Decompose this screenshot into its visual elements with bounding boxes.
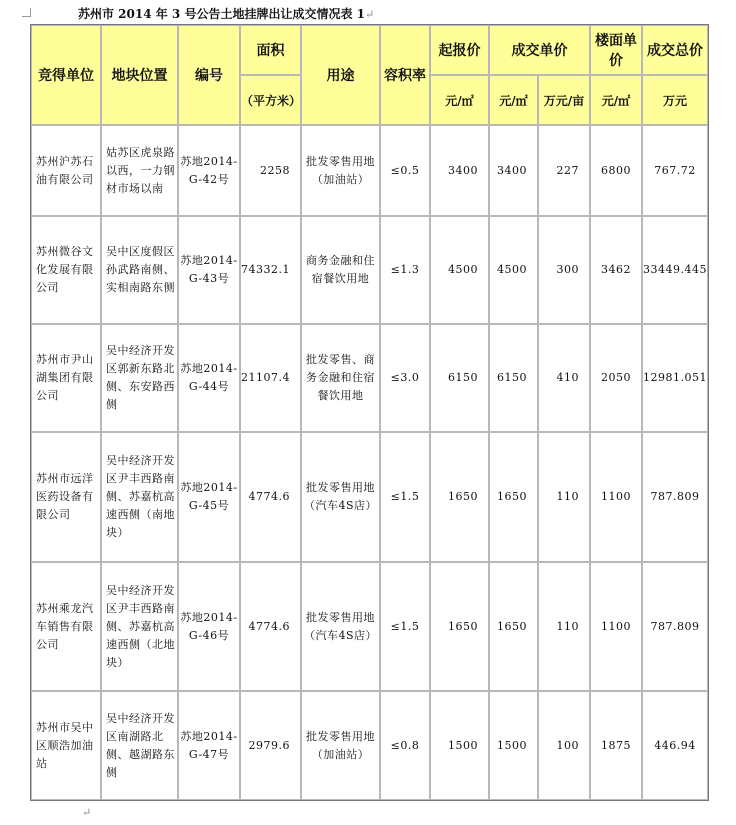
deal-mu-cell [538, 562, 590, 691]
total-cell [642, 691, 708, 800]
total-cell-text: 446.94 [654, 738, 696, 752]
use-cell-text: 批发零售用地（汽车4S店） [303, 481, 378, 512]
area-cell-text: 21107.4 [241, 371, 290, 384]
code-cell-text: 苏地2014-G-42号 [180, 154, 238, 186]
far-cell-text: ≤0.8 [390, 738, 420, 752]
deal-price-cell [489, 324, 538, 432]
table-row [31, 324, 708, 432]
location-cell-text: 吴中经济开发区南湖路北侧、越湖路东侧 [106, 711, 175, 779]
area-cell [240, 324, 301, 432]
winner-cell [31, 432, 101, 562]
deal-mu-cell-text: 300 [556, 263, 579, 276]
use-cell [301, 216, 380, 324]
location-cell [101, 562, 178, 691]
deal-price-cell [489, 432, 538, 562]
total-cell [642, 432, 708, 562]
deal-price-cell-text: 6150 [497, 371, 527, 384]
total-cell-text: 767.72 [654, 163, 696, 177]
location-cell [101, 432, 178, 562]
total-cell [642, 324, 708, 432]
floor-price-cell [590, 432, 642, 562]
use-cell-text: 批发零售用地（加油站） [306, 729, 375, 761]
deal-mu-cell [538, 125, 590, 216]
paragraph-mark-icon: ↵ [365, 8, 375, 21]
code-cell-text: 苏地2014-G-43号 [180, 254, 238, 285]
table-row [31, 125, 708, 216]
floor-price-cell-text: 1100 [601, 619, 631, 633]
floor-price-cell-text: 3462 [601, 263, 631, 276]
deal-price-cell-text: 4500 [497, 263, 527, 276]
area-cell-text: 4774.6 [248, 490, 290, 503]
floor-price-cell [590, 562, 642, 691]
far-cell-text: ≤0.5 [390, 163, 420, 177]
deal-price-cell [489, 216, 538, 324]
deal-mu-cell-text: 110 [556, 490, 579, 503]
page-corner-mark [22, 8, 31, 17]
start-price-cell-text: 1650 [448, 619, 478, 633]
use-cell-text: 批发零售、商务金融和住宿餐饮用地 [306, 353, 375, 402]
deal-mu-cell-text: 110 [556, 619, 579, 633]
header-deal-unit-price: 成交单价 [489, 25, 590, 75]
far-cell [380, 216, 430, 324]
floor-price-cell [590, 691, 642, 800]
far-cell-text: ≤3.0 [390, 371, 420, 384]
use-cell [301, 691, 380, 800]
winner-cell-text: 苏州市吴中区顺浩加油站 [36, 720, 94, 770]
header-area: 面积 [240, 25, 301, 75]
start-price-cell [430, 691, 489, 800]
winner-cell-text: 苏州市远洋医药设备有限公司 [36, 472, 94, 521]
deal-mu-cell [538, 216, 590, 324]
location-cell-text: 姑苏区虎泉路以西，一力钢材市场以南 [106, 145, 175, 195]
start-price-cell [430, 216, 489, 324]
total-cell-text: 12981.051 [643, 371, 707, 384]
area-cell-text: 74332.1 [241, 263, 290, 276]
code-cell-text: 苏地2014-G-47号 [180, 729, 238, 761]
use-cell [301, 562, 380, 691]
header-start-price: 起报价 [430, 25, 489, 75]
header-code: 编号 [178, 25, 240, 125]
winner-cell-text: 苏州沪苏石油有限公司 [36, 154, 94, 186]
area-cell-text: 4774.6 [248, 619, 290, 633]
far-cell-text: ≤1.5 [390, 619, 420, 633]
header-floor-price: 楼面单价 [590, 25, 642, 75]
use-cell-text: 批发零售用地（汽车4S店） [303, 610, 378, 642]
far-cell [380, 324, 430, 432]
start-price-cell [430, 562, 489, 691]
title-text: 苏州市 2014 年 3 号公告土地挂牌出让成交情况表 1 [78, 7, 365, 21]
floor-price-cell-text: 1875 [601, 738, 631, 752]
code-cell [178, 432, 240, 562]
use-cell-text: 商务金融和住宿餐饮用地 [306, 254, 375, 285]
table-row [31, 216, 708, 324]
table-row [31, 691, 708, 800]
winner-cell-text: 苏州乘龙汽车销售有限公司 [36, 601, 94, 651]
start-price-cell [430, 432, 489, 562]
winner-cell [31, 324, 101, 432]
location-cell [101, 691, 178, 800]
deal-price-cell-text: 1650 [497, 619, 527, 633]
total-cell [642, 125, 708, 216]
deal-price-cell [489, 562, 538, 691]
code-cell-text: 苏地2014-G-45号 [180, 481, 238, 512]
floor-price-cell-text: 1100 [601, 490, 631, 503]
header-deal-unit-mu: 万元/亩 [538, 75, 590, 125]
paragraph-mark-icon: ↵ [82, 806, 92, 819]
total-cell [642, 562, 708, 691]
deal-price-cell-text: 1500 [497, 738, 527, 752]
land-transaction-table [30, 24, 709, 801]
use-cell-text: 批发零售用地（加油站） [306, 154, 375, 186]
header-floor-unit: 元/㎡ [590, 75, 642, 125]
winner-cell [31, 125, 101, 216]
header-total: 成交总价 [642, 25, 708, 75]
code-cell [178, 125, 240, 216]
header-use: 用途 [301, 25, 380, 125]
area-cell-text: 2258 [260, 163, 290, 177]
floor-price-cell [590, 216, 642, 324]
header-location: 地块位置 [101, 25, 178, 125]
deal-mu-cell [538, 691, 590, 800]
header-row-top [31, 25, 708, 75]
deal-price-cell-text: 1650 [497, 490, 527, 503]
location-cell-text: 吴中经济开发区郭新东路北侧、东安路西侧 [106, 344, 175, 411]
floor-price-cell-text: 6800 [601, 163, 631, 177]
code-cell [178, 691, 240, 800]
start-price-cell-text: 1500 [448, 738, 478, 752]
winner-cell [31, 562, 101, 691]
header-winner: 竞得单位 [31, 25, 101, 125]
winner-cell [31, 216, 101, 324]
code-cell [178, 216, 240, 324]
deal-mu-cell-text: 410 [556, 371, 579, 384]
area-cell [240, 562, 301, 691]
location-cell-text: 吴中经济开发区尹丰西路南侧、苏嘉杭高速西侧（北地块） [106, 583, 175, 669]
start-price-cell-text: 1650 [448, 490, 478, 503]
total-cell [642, 216, 708, 324]
header-area-unit: （平方米） [240, 75, 301, 125]
area-cell [240, 216, 301, 324]
deal-price-cell [489, 691, 538, 800]
header-total-unit: 万元 [642, 75, 708, 125]
header-start-unit: 元/㎡ [430, 75, 489, 125]
code-cell-text: 苏地2014-G-46号 [180, 610, 238, 642]
code-cell-text: 苏地2014-G-44号 [180, 362, 238, 393]
location-cell-text: 吴中区度假区孙武路南侧、实相南路东侧 [106, 245, 175, 294]
total-cell-text: 787.809 [650, 619, 700, 633]
far-cell-text: ≤1.3 [390, 263, 420, 276]
floor-price-cell-text: 2050 [601, 371, 631, 384]
use-cell [301, 432, 380, 562]
code-cell [178, 562, 240, 691]
start-price-cell-text: 6150 [448, 371, 478, 384]
far-cell-text: ≤1.5 [390, 490, 420, 503]
code-cell [178, 324, 240, 432]
location-cell-text: 吴中经济开发区尹丰西路南侧、苏嘉杭高速西侧（南地块） [106, 454, 175, 539]
floor-price-cell [590, 324, 642, 432]
area-cell [240, 432, 301, 562]
deal-mu-cell [538, 432, 590, 562]
area-cell [240, 125, 301, 216]
location-cell [101, 125, 178, 216]
far-cell [380, 562, 430, 691]
start-price-cell [430, 324, 489, 432]
floor-price-cell [590, 125, 642, 216]
deal-mu-cell-text: 100 [556, 738, 579, 752]
start-price-cell [430, 125, 489, 216]
table-row [31, 432, 708, 562]
far-cell [380, 432, 430, 562]
winner-cell [31, 691, 101, 800]
start-price-cell-text: 4500 [448, 263, 478, 276]
far-cell [380, 125, 430, 216]
start-price-cell-text: 3400 [448, 163, 478, 177]
location-cell [101, 324, 178, 432]
use-cell [301, 324, 380, 432]
header-deal-unit-m2: 元/㎡ [489, 75, 538, 125]
location-cell [101, 216, 178, 324]
deal-mu-cell-text: 227 [556, 163, 579, 177]
table-row [31, 562, 708, 691]
use-cell [301, 125, 380, 216]
area-cell [240, 691, 301, 800]
document-title [78, 4, 374, 24]
winner-cell-text: 苏州微谷文化发展有限公司 [36, 245, 94, 294]
deal-price-cell [489, 125, 538, 216]
far-cell [380, 691, 430, 800]
deal-price-cell-text: 3400 [497, 163, 527, 177]
area-cell-text: 2979.6 [248, 738, 290, 752]
total-cell-text: 787.809 [650, 490, 700, 503]
total-cell-text: 33449.445 [643, 263, 707, 276]
winner-cell-text: 苏州市尹山湖集团有限公司 [36, 353, 94, 402]
deal-mu-cell [538, 324, 590, 432]
header-far: 容积率 [380, 25, 430, 125]
